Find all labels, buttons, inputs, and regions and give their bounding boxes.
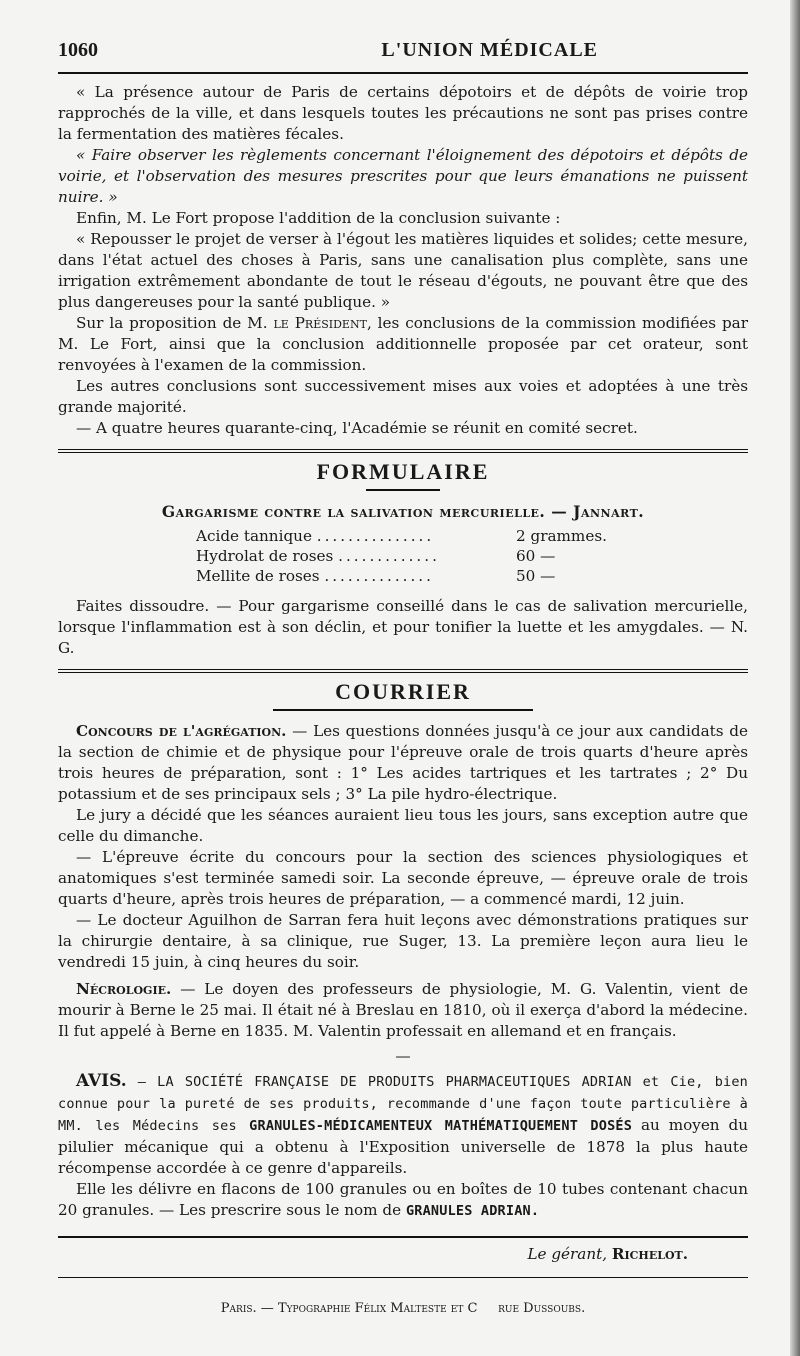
avis-text-b: au moyen du pilulier mécanique qui a obtenu à l'Exposition universelle de 1878 la plus haute récompense accordée à ce genre d'appareils.: [58, 1116, 748, 1177]
enfin-paragraph: Enfin, M. Le Fort propose l'addition de la conclusion suivante :: [76, 209, 561, 227]
docteur-paragraph: — Le docteur Aguilhon de Sarran fera huit leçons avec démonstrations pratiques sur la chirurgie dentaire, à sa clinique, rue Suger, 13. La première leçon aura lieu le vendredi 15 juin, à cinq heures du soir.: [58, 911, 748, 971]
avis-text-a: — LA SOCIÉTÉ FRANÇAISE DE PRODUITS PHARMACEUTIQUES ADRIAN et Cie, bien connue pour la pureté de ses produits, recommande d'une façon toute particulière à MM. les Médecins ses: [58, 1074, 748, 1134]
recipe-note: Faites dissoudre. — Pour gargarisme conseillé dans le cas de salivation mercurielle, lorsque l'inflammation est à son déclin, et pour tonifier la luette et les amygdales. — N. G.: [58, 597, 748, 657]
title-underline: [366, 489, 440, 491]
avis-paragraph-2: [58, 1179, 748, 1222]
agregation-text: — Les questions données jusqu'à ce jour aux candidats de la section de chimie et de physique pour l'épreuve orale de trois quarts d'heure après trois heures de préparation, sont : 1° Les acides tartriques et les tartrates ; 2° Du potassium et de ses principaux sels ; 3° La pile hydro-électrique.: [58, 722, 748, 803]
gerant-name: Richelot.: [611, 1245, 688, 1263]
journal-title: L'UNION MÉDICALE: [381, 39, 598, 61]
jury-paragraph: Le jury a décidé que les séances auraient lieu tous les jours, sans exception autre que celle du dimanche.: [58, 806, 748, 845]
recipe-row: [196, 546, 616, 566]
repousser-paragraph: « Repousser le projet de verser à l'égout les matières liquides et solides; cette mesure, dans l'état actuel des choses à Paris, sans une canalisation plus complète, sans une irrigation extrêmement abondante de tout le réseau d'égouts, ne pouvant être que des plus dangereuses pour la santé publique. »: [58, 230, 748, 311]
avis-text-c: Elle les délivre en flacons de 100 granules ou en boîtes de 10 tubes contenant chacun 20 granules. — Les prescrire sous le nom de: [58, 1180, 748, 1219]
agregation-label: Concours de l'agrégation.: [76, 722, 287, 740]
leader-dots: ...............: [316, 527, 435, 545]
avis-label: AVIS.: [76, 1071, 127, 1091]
page-number: 1060: [58, 39, 98, 61]
necrologie-label: Nécrologie.: [76, 980, 172, 998]
recipe-row: [196, 526, 616, 546]
epreuve-paragraph: — L'épreuve écrite du concours pour la section des sciences physiologiques et anatomiques s'est terminée samedi soir. La seconde épreuve, — épreuve orale de trois quarts d'heure, après trois heures de préparation, — a commencé mardi, 12 juin.: [58, 848, 748, 908]
ingredient-quantity: 50 —: [516, 567, 556, 585]
president-text: le Président: [273, 314, 367, 332]
bottom-rule: [58, 1236, 748, 1238]
ingredient-quantity: 2 grammes.: [516, 527, 607, 545]
gerant-label: Le gérant,: [527, 1245, 608, 1263]
leader-dots: .............: [338, 547, 440, 565]
quatre-heures-paragraph: — A quatre heures quarante-cinq, l'Académie se réunit en comité secret.: [76, 419, 638, 437]
proposition-text-a: Sur la proposition de M.: [76, 314, 274, 332]
avis-name: GRANULES ADRIAN.: [405, 1203, 540, 1219]
section-divider: [58, 449, 748, 455]
necrologie-paragraph: [58, 979, 748, 1042]
quote-paragraph-2: « Faire observer les règlements concernant l'éloignement des dépotoirs et dépôts de voirie, et l'observation des mesures prescrites pour que leurs émanations ne puissent nuire. »: [58, 146, 748, 206]
ingredient-name: Hydrolat de roses: [196, 547, 334, 565]
quote-paragraph-1: « La présence autour de Paris de certains dépotoirs et de dépôts de voirie trop rapprochés de la ville, et dans lesquels toutes les précautions ne sont pas prises contre la fermentation des matières fécales.: [58, 83, 748, 143]
title-underline: [273, 709, 533, 711]
separator-dash: —: [395, 1047, 411, 1065]
necrologie-text: — Le doyen des professeurs de physiologie, M. G. Valentin, vient de mourir à Berne le 25 mai. Il était né à Breslau en 1810, où il exerça d'abord la médecine. Il fut appelé à Berne en 1835. M. Valentin professait en allemand et en français.: [58, 980, 748, 1040]
ingredient-name: Acide tannique: [196, 527, 312, 545]
proposition-paragraph: [58, 313, 748, 376]
autres-paragraph: Les autres conclusions sont successivement mises aux voies et adoptées à une très grande majorité.: [58, 377, 748, 416]
ingredient-quantity: 60 —: [516, 547, 556, 565]
page-header: [58, 40, 748, 74]
formulaire-title: FORMULAIRE: [316, 459, 490, 484]
agregation-paragraph: [58, 721, 748, 805]
section-divider: [58, 669, 748, 675]
proposition-text-b: , les conclusions de la commission modifiées par M. Le Fort, ainsi que la conclusion additionnelle proposée par cet orateur, sont renvoyées à l'examen de la commission.: [58, 314, 748, 374]
recipe-table: [196, 526, 616, 586]
recipe-heading: Gargarisme contre la salivation mercurielle. — Jannart.: [161, 502, 645, 521]
signature-line: [58, 1244, 748, 1265]
recipe-row: [196, 566, 616, 586]
ingredient-name: Mellite de roses: [196, 567, 320, 585]
page-edge-shadow: [790, 0, 800, 1356]
page-content: [58, 40, 748, 1319]
avis-granules: GRANULES-MÉDICAMENTEUX MATHÉMATIQUEMENT DOSÉS: [249, 1118, 633, 1134]
courrier-title: COURRIER: [335, 679, 471, 704]
leader-dots: ..............: [324, 567, 434, 585]
printer-footer: Paris. — Typographie Félix Malteste et C rue Dussoubs.: [220, 1301, 586, 1316]
footer-rule: [58, 1277, 748, 1278]
avis-paragraph: [58, 1071, 748, 1179]
